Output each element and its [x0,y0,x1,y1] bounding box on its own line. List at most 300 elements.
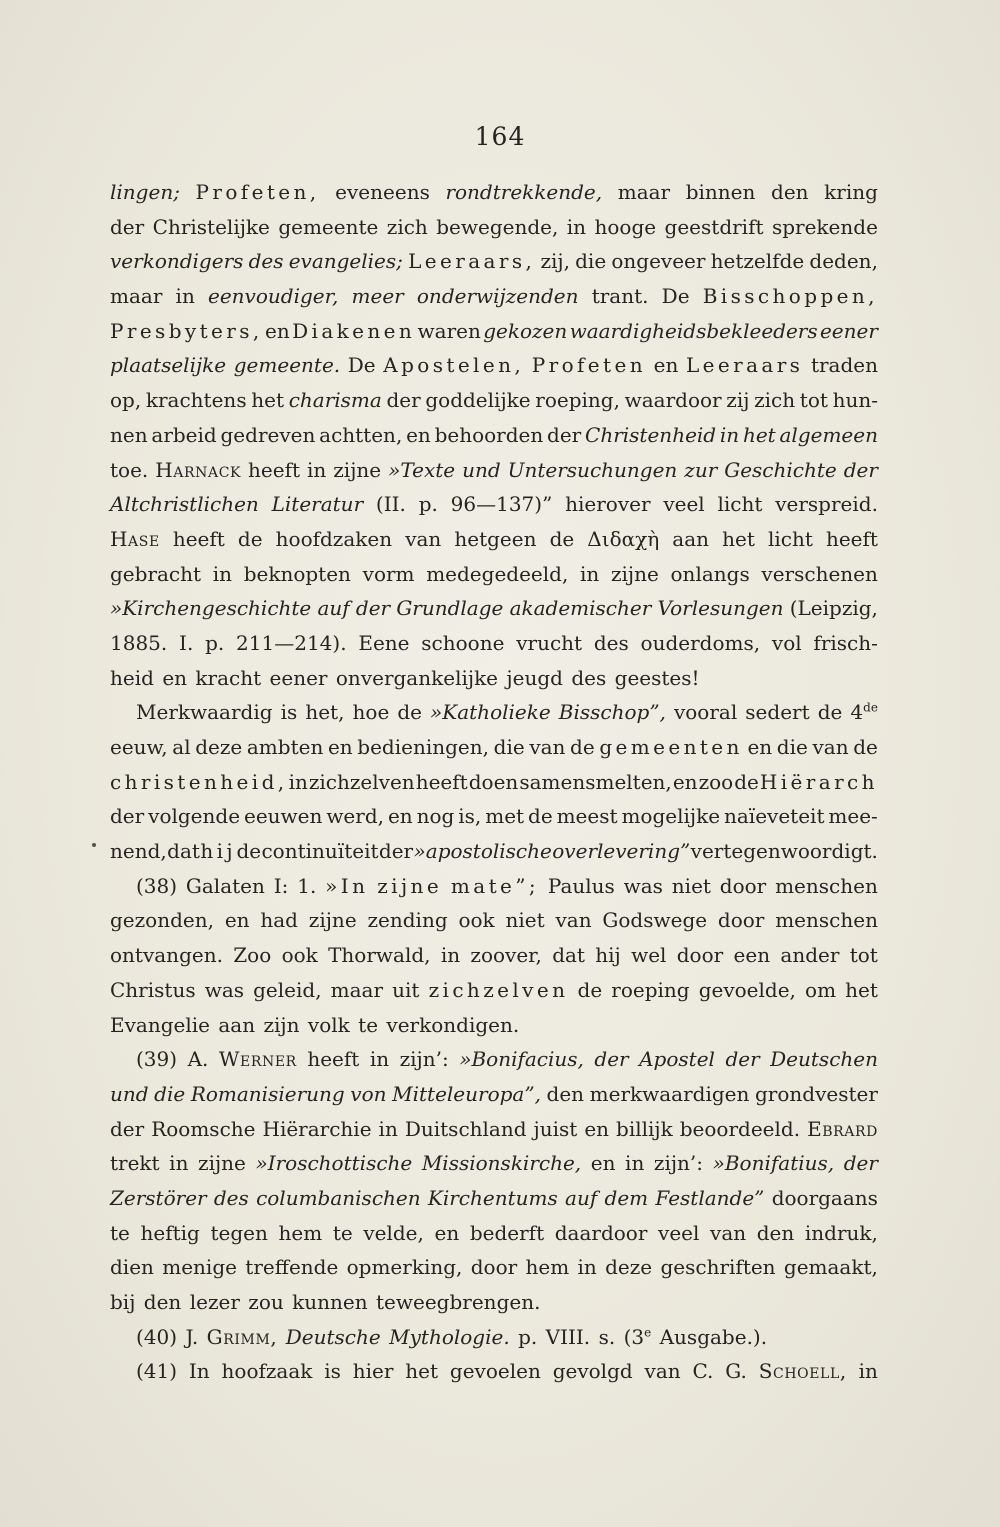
word: maar [330,977,384,1002]
word: geschriften [660,1255,776,1280]
word: een [733,943,771,968]
word: hij [595,943,621,968]
word: de [237,526,263,551]
word: »Bonifacius, [459,1047,584,1072]
word: verkondigen. [386,1012,520,1037]
word: Eene [358,630,410,655]
word: Festlande” [655,1185,765,1210]
word: vol [771,630,802,655]
word: medegedeeld, [426,561,569,586]
word: der [843,1151,878,1176]
word: Christelijke [152,214,270,239]
word: nen [110,422,148,447]
text-line [110,1112,878,1147]
word: Schoell, [758,1359,847,1384]
word: continuïteit [261,839,379,864]
word: hetgeen [454,526,537,551]
word: »In [325,873,369,898]
word: de [549,526,575,551]
word: en [162,665,188,690]
word: Harnack [155,457,242,482]
text-line [110,175,878,210]
word: veel [658,1220,700,1245]
word: en [327,735,353,759]
word: de [570,735,595,759]
word: menschen [775,908,878,933]
word: zijne [333,457,382,482]
word: der [843,457,878,482]
text-line [110,1146,878,1181]
word: christenheid, [110,769,288,794]
word: in [288,769,308,794]
word: der [355,596,391,621]
word: onvergankelijke [335,665,499,690]
word: zichzelven [428,977,569,1002]
word: Hiërarchie [262,1116,372,1141]
word: door [719,873,767,898]
word: und [110,1081,149,1106]
word: hun- [832,388,878,413]
word: in [369,1047,390,1072]
word: verspreid. [775,492,878,517]
word: onderwijzenden [416,284,579,309]
word: Mitteleuropa”, [392,1081,541,1106]
word: is, [458,804,482,829]
word: mee- [828,804,878,829]
word: het [251,388,285,413]
word: lingen; [110,180,180,204]
word: juist [533,1116,578,1141]
word: licht [767,526,813,551]
word: nend, [110,839,167,864]
word: Deutsche [285,1324,381,1349]
word: het [405,1359,439,1384]
text-line [110,418,878,453]
word: in [212,561,233,586]
word: treffende [245,1255,339,1280]
word: waren [417,318,481,343]
word: gemeente [278,214,379,239]
word: der [110,214,145,239]
word: hooge [594,214,657,239]
word: en [653,353,679,378]
word: des [213,1185,249,1210]
word: en [387,804,413,829]
word: de [817,700,843,725]
text-line [110,834,878,869]
word: traden [810,353,878,378]
word: en [584,1116,610,1141]
word: zijn’: [653,1151,704,1176]
word: Zoo [233,943,272,968]
word: in [169,1151,189,1176]
word: kracht [195,665,262,690]
word: merkwaardigen [589,1081,750,1106]
word: zur [684,457,718,482]
word: zijn [263,1012,300,1037]
word: dat [167,839,200,864]
word: frisch- [813,630,878,655]
word: en [747,735,773,759]
word: Presbyters, [110,318,263,343]
word: hierover [565,492,651,517]
text-line [110,348,878,383]
word: (40) [136,1324,178,1349]
text-line [110,765,878,800]
word: dem [604,1185,649,1210]
word: om [805,977,837,1002]
word: den [756,1220,795,1245]
word: heeft [307,1047,360,1072]
word: geleid, [253,977,322,1002]
word: J. [185,1324,199,1349]
word: al [172,735,191,759]
word: van [812,735,849,759]
word: (Leipzig, [789,596,878,621]
word: in [719,422,740,447]
word: het [845,977,878,1002]
text-line [110,938,878,973]
word: op, [110,388,142,413]
word: zich [754,388,796,413]
word: des [248,249,284,274]
word: columbanischen [256,1185,421,1210]
word: gevoelen [449,1359,541,1384]
word: Kirchentums [427,1185,558,1210]
word: vrucht [516,630,583,655]
text-line [110,522,878,557]
word: in [307,457,327,482]
word: licht [717,492,763,517]
word: was [623,873,663,898]
word: samensmelten, [519,769,672,794]
text-line [110,1354,878,1389]
word: I. [179,630,194,655]
word: Leeraars, [408,249,536,274]
word: auf [565,1185,598,1210]
word: zijne [377,873,443,898]
word: C. [692,1359,714,1384]
word: tegen [210,1220,268,1245]
word: zijne [198,1151,246,1176]
word: charisma [288,388,382,413]
word: Altchristlichen [110,492,259,517]
text-line [110,695,878,730]
word: Grimm, [206,1324,278,1349]
word: Profeten, [195,180,320,204]
word: de [734,769,759,794]
word: en [406,422,431,447]
word: (41) [136,1359,178,1384]
word: A. [187,1047,209,1072]
word: Christus [110,977,196,1002]
word: van [710,1220,747,1245]
word: den [771,180,809,204]
word: Romanisierung [190,1081,345,1106]
text-line [110,244,878,279]
word: Διδαχὴ [587,526,660,551]
word: ook [281,943,318,968]
word: menige [162,1255,237,1280]
word: in [577,1255,597,1280]
word: teweegbrengen. [376,1290,541,1314]
word: der [386,388,421,413]
word: von [350,1081,387,1106]
word: akademischer [509,596,652,621]
word: eeuwen [243,804,323,829]
word: in [175,284,195,309]
word: »Iroschottische [255,1151,413,1176]
word: den [546,1081,585,1106]
word: door [470,1255,518,1280]
word: Missionskirche, [421,1151,582,1176]
text-line [110,1320,878,1355]
word: zijne [308,908,357,933]
word: opmerking, [346,1255,463,1280]
word: Geschichte [724,457,837,482]
word: naïeveteit [724,804,825,829]
word: eeuw, [110,735,168,759]
word: »Katholieke [430,700,551,725]
word: mogelijke [621,804,721,829]
word: Diakenen [292,318,416,343]
word: behoorden [434,422,544,447]
text-line [110,383,878,418]
word: Profeten [531,353,647,378]
word: is [324,1359,341,1384]
word: hij [200,839,237,864]
word: kunnen [292,1290,368,1314]
word: aan [672,526,710,551]
word: door [717,908,765,933]
word: veel [663,492,705,517]
word: billijk [616,1116,673,1141]
word: der [725,1047,760,1072]
word: p. [205,630,225,655]
text-line [110,1042,878,1077]
word: was [204,977,245,1002]
word: waardoor [624,388,722,413]
text-line [110,626,878,661]
word: ook [458,908,495,933]
word: zij, [540,249,570,274]
word: hoofzaak [221,1359,313,1384]
word: zoover, [470,943,542,968]
word: niet [505,908,545,933]
word: (38) [136,873,178,898]
word: hem [525,1255,570,1280]
word: uit [392,977,420,1002]
word: en [590,1151,616,1176]
word: gevoelde, [698,977,796,1002]
word: der [547,422,582,447]
word: toe. [110,457,149,482]
word: der [110,1116,145,1141]
word: en [434,1220,460,1245]
word: goddelijke [425,388,531,413]
word: kring [824,180,878,204]
word: G. [725,1359,747,1384]
word: gezonden, [110,908,214,933]
word: bedieningen, [357,735,490,759]
word: de [853,735,878,759]
word: beknopten [243,561,351,586]
word: trekt [110,1151,160,1176]
word: »Kirchengeschichte [110,596,312,621]
word: vorm [362,561,415,586]
word: in [440,943,461,968]
word: gebracht [110,561,202,586]
word: p. [418,492,438,517]
word: zijn’: [399,1047,449,1072]
word: met [485,804,525,829]
word: verkondigers [110,249,244,274]
text-line [110,1008,878,1043]
word: vertegenwoordigt. [690,839,878,864]
word: Leeraars [685,353,804,378]
word: heeft [415,769,468,794]
word: eener [819,318,878,343]
word: geestes! [614,665,700,690]
word: Galaten [185,873,265,898]
word: zending [367,908,448,933]
word: meer [351,284,404,309]
word: vooral [673,700,738,725]
word: In [188,1359,210,1384]
word: van [555,908,592,933]
word: (3e [623,1324,652,1349]
word: dien [110,1255,154,1280]
word: »apostolische [413,839,552,864]
text-line [110,1250,878,1285]
word: trant. [591,284,649,309]
word: Merkwaardig [136,700,273,725]
word: deze [605,1255,653,1280]
text-line [110,1077,878,1112]
text-line [110,1181,878,1216]
word: in [566,214,587,239]
word: de [528,804,553,829]
word: in [580,561,600,586]
word: eenvoudiger, [208,284,339,309]
word: arbeid [151,422,217,447]
word: heeft [825,526,878,551]
word: niet [671,873,711,898]
word: roeping [611,977,690,1002]
word: Ausgabe.). [659,1324,768,1349]
word: in [625,1151,645,1176]
word: te [358,1012,379,1037]
word: der [110,804,145,829]
word: Evangelie [110,1012,210,1037]
word: Mythologie. [389,1324,510,1349]
word: volk [307,1012,350,1037]
word: overlevering” [552,839,691,864]
text-line [110,903,878,938]
word: indruk, [804,1220,878,1245]
word: gevolgd [552,1359,633,1384]
word: Roomsche [151,1116,256,1141]
margin-mark [92,843,96,847]
word: grondvester [754,1081,878,1106]
text-line [110,557,878,592]
text-line [110,799,878,834]
word: jeugd [506,665,563,690]
word: te [110,1220,130,1245]
word: hier [352,1359,394,1384]
word: De [661,284,690,309]
word: eener [269,665,328,690]
word: wel [631,943,667,968]
word: te [332,1220,353,1245]
word: Thorwald, [328,943,431,968]
word: De [347,353,376,378]
word: »Bonifatius, [712,1151,835,1176]
word: nog [416,804,455,829]
word: 96—137)” [450,492,553,517]
word: Bisschoppen, [702,284,878,309]
word: meest [556,804,618,829]
word: aan [218,1012,256,1037]
word: algemeen [779,422,878,447]
word: des [571,665,607,690]
word: evangelies; [288,249,403,274]
word: van [529,735,566,759]
word: Hiërarch [759,769,878,794]
word: Apostel [639,1047,715,1072]
word: door [676,943,724,968]
word: heid [110,665,154,690]
word: ander [780,943,840,968]
word: Grundlage [396,596,504,621]
word: Zerstörer [110,1185,207,1210]
word: zich [386,214,428,239]
word: had [260,908,298,933]
word: »Texte [388,457,456,482]
word: maar [617,180,671,204]
word: krachtens [145,388,247,413]
word: velde, [363,1220,424,1245]
word: roeping, [535,388,620,413]
word: tot [849,943,878,968]
word: zoo [698,769,734,794]
word: sedert [745,700,810,725]
word: bij [110,1290,136,1314]
text-line [110,487,878,522]
word: deden, [809,249,878,274]
word: gedreven [220,422,316,447]
word: hetzelfde [710,249,805,274]
text-line [110,730,878,765]
word: het, [305,700,345,725]
word: Ebrard [807,1116,878,1141]
word: tot [799,388,828,413]
word: schoone [421,630,505,655]
text-line [110,1216,878,1251]
word: Vorlesungen [657,596,784,621]
body-text [110,175,878,1389]
word: doen [468,769,519,794]
word: verschenen [761,561,878,586]
text-line [110,210,878,245]
word: en [265,318,290,343]
word: zichzelven [308,769,415,794]
word: bederft [469,1220,545,1245]
word: zijne [610,561,659,586]
word: gemaakt, [783,1255,878,1280]
word: I: [273,873,289,898]
word: (39) [136,1047,178,1072]
